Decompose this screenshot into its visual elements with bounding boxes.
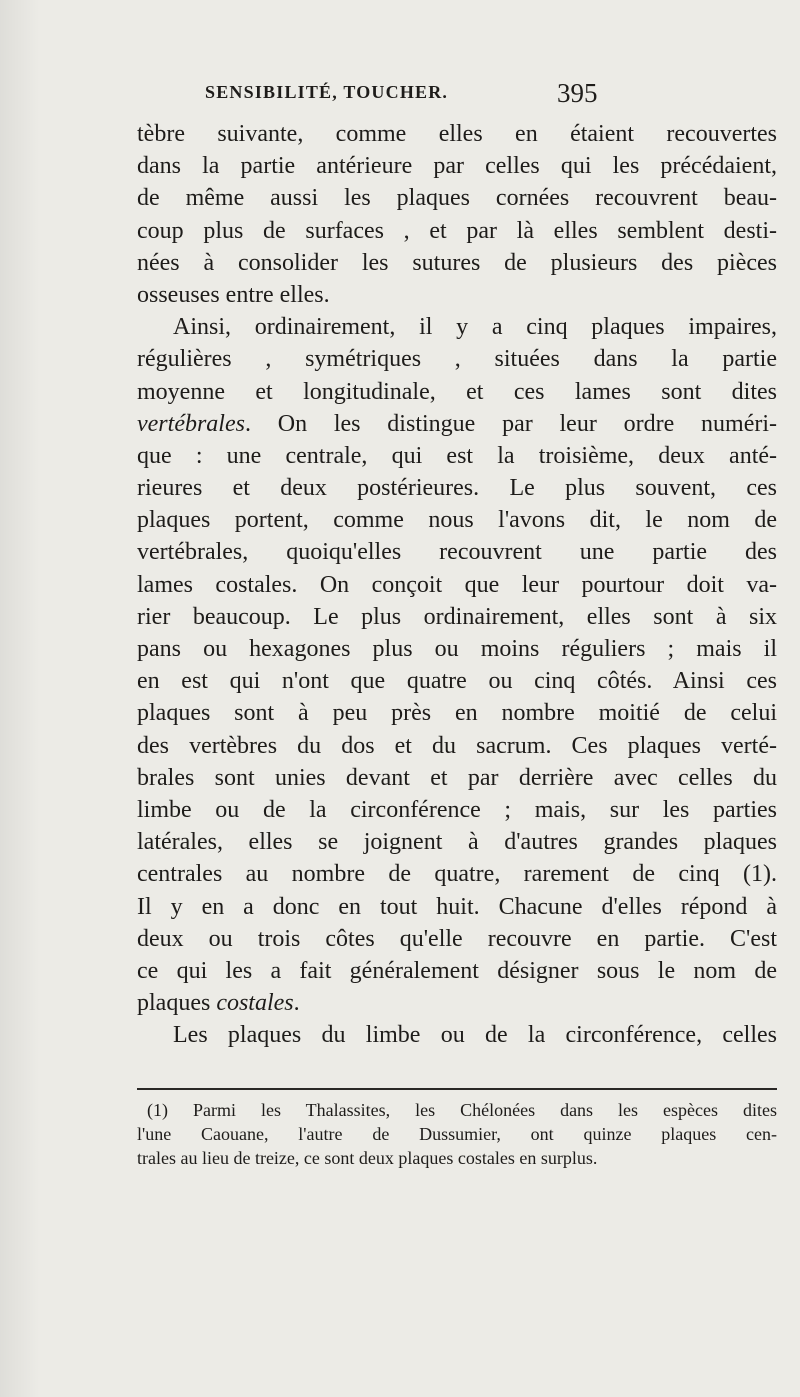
footnote-line: (1) Parmi les Thalassites, les Chélonées dans les espèces dites [147,1100,777,1120]
italic-term: costales [216,990,294,1017]
text-line: régulières , symétriques , situées dans la partie [137,346,777,373]
text-line: que : une centrale, qui est la troisième, deux anté- [137,442,777,469]
text-line: Les plaques du limbe ou de la circonférence, celles [173,1022,777,1049]
text-line: ce qui les a fait généralement désigner sous le nom de [137,957,777,984]
text-line: latérales, elles se joignent à d'autres grandes plaques [137,829,777,856]
footnote-rule [137,1088,777,1090]
text-line: osseuses entre elles. [137,281,330,308]
text-line: centrales au nombre de quatre, rarement de cinq (1). [137,861,777,888]
text-line: plaques sont à peu près en nombre moitié de celui [137,700,777,727]
text-line: Il y en a donc en tout huit. Chacune d'elles répond à [137,893,777,920]
text-line: deux ou trois côtes qu'elle recouvre en partie. C'est [137,925,777,952]
body-text [137,118,777,1051]
text-line: des vertèbres du dos et du sacrum. Ces plaques verté- [137,732,777,759]
italic-term: vertébrales [137,410,245,437]
text-line: pans ou hexagones plus ou moins réguliers ; mais il [137,636,777,662]
text-line: brales sont unies devant et par derrière avec celles du [137,764,777,791]
footnote-line: trales au lieu de treize, ce sont deux plaques costales en surplus. [137,1148,598,1168]
page-header [0,78,800,118]
text-line: rier beaucoup. Le plus ordinairement, elles sont à six [137,603,777,630]
text-line: coup plus de surfaces , et par là elles semblent desti- [137,217,777,244]
text-line: de même aussi les plaques cornées recouvrent beau- [137,185,777,212]
text-line-italic-term: plaques costales. [137,990,300,1017]
text-line-italic-term: vertébrales. On les distingue par leur ordre numéri- [137,410,777,437]
running-head: SENSIBILITÉ, TOUCHER. [205,82,449,102]
binding-shadow [0,0,40,1397]
text-line: Ainsi, ordinairement, il y a cinq plaques impaires, [173,314,777,341]
text-line: lames costales. On conçoit que leur pourtour doit va- [137,571,777,598]
page-number: 395 [557,78,598,108]
text-line: dans la partie antérieure par celles qui les précédaient, [137,153,777,180]
text-line: limbe ou de la circonférence ; mais, sur les parties [137,796,777,823]
text-line: vertébrales, quoiqu'elles recouvrent une partie des [137,539,777,566]
text-line: plaques portent, comme nous l'avons dit, le nom de [137,507,777,534]
text-line: moyenne et longitudinale, et ces lames sont dites [137,378,777,405]
text-line: en est qui n'ont que quatre ou cinq côtés. Ainsi ces [137,668,777,695]
text-line: nées à consolider les sutures de plusieurs des pièces [137,249,777,276]
text-line: tèbre suivante, comme elles en étaient recouvertes [137,121,777,147]
text-line: rieures et deux postérieures. Le plus souvent, ces [137,475,777,502]
footnote [137,1098,777,1170]
footnote-line: l'une Caouane, l'autre de Dussumier, ont quinze plaques cen- [137,1124,777,1144]
